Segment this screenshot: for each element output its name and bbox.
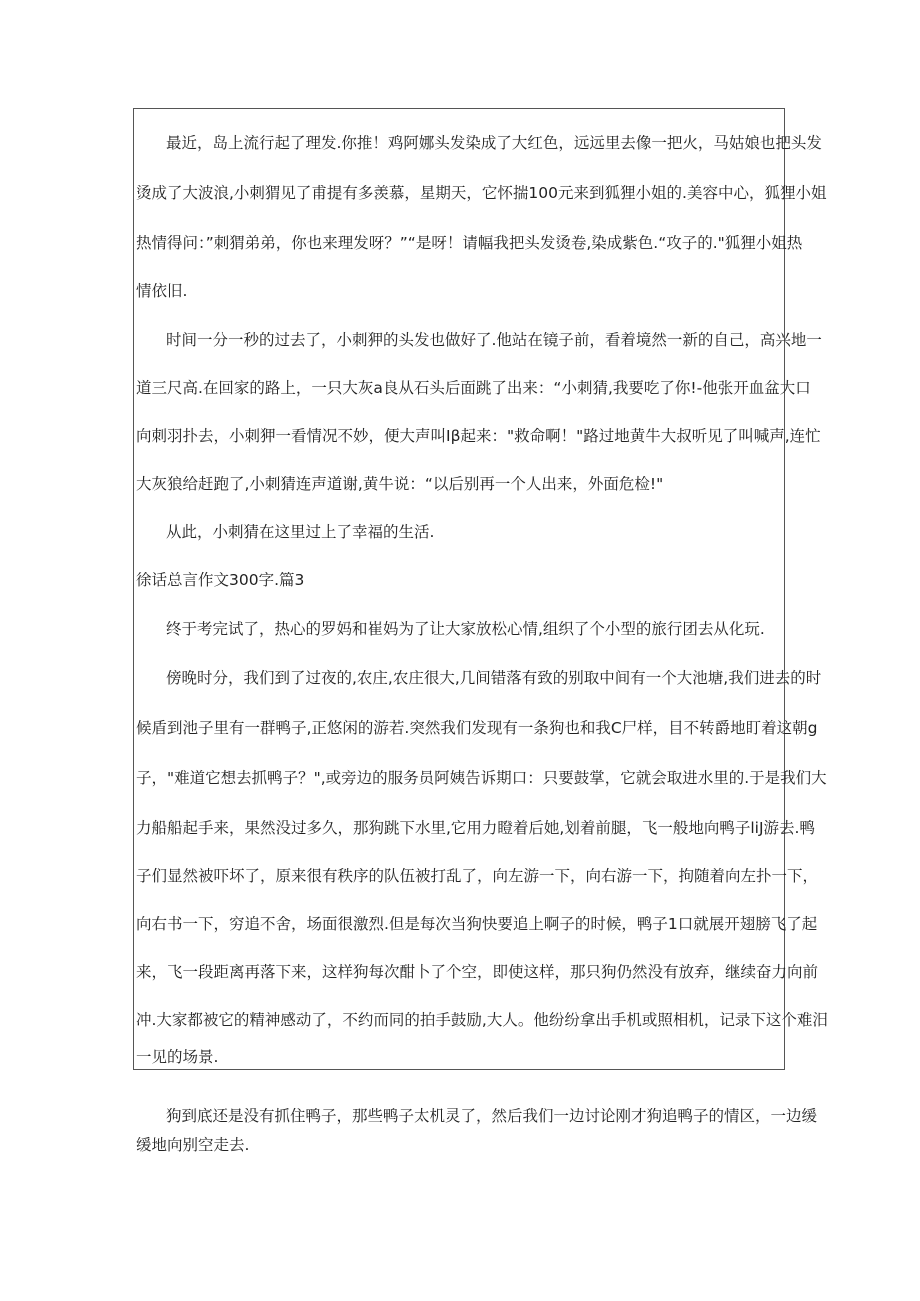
- paragraph-1-line-2: 烫成了大波浪,小刺猬见了甫提有多羡慕，星期天，它怀揣100元来到狐狸小姐的.美容中心，狐狸小姐: [136, 184, 827, 202]
- paragraph-6-line-1: 狗到底还是没有抓住鸭子，那些鸭子太机灵了，然后我们一边讨论刚才狗追鸭子的情区，一边缓: [166, 1107, 818, 1125]
- section-heading: 徐话总言作文300字.篇3: [136, 571, 305, 589]
- paragraph-4-line-1: 终于考完试了，热心的罗妈和崔妈为了让大家放松心情,组织了个小型的旅行团去从化玩.: [166, 620, 765, 638]
- paragraph-5-line-1: 傍晚时分，我们到了过夜的,农庄,农庄很大,几间错落有致的别取中间有一个大池塘,我们进去的时: [166, 669, 822, 687]
- paragraph-5-line-9: 一见的场景.: [136, 1048, 219, 1066]
- paragraph-2-line-1: 时间一分一秒的过去了，小刺狎的头发也做好了.他站在镜子前，看着境然一新的自己，高兴地一: [166, 331, 822, 349]
- paragraph-5-line-8: 冲.大家都被它的精神感动了，不约而同的拍手鼓励,大人。他纷纷拿出手机或照相机，记录下这个难汨: [136, 1011, 828, 1029]
- paragraph-1-line-1: 最近，岛上流行起了理发.你推！鸡阿娜头发染成了大红色，远远里去像一把火，马姑娘也把头发: [166, 134, 822, 152]
- paragraph-5-line-7: 来，飞一段距离再落下来，这样狗每次酣卜了个空，即使这样，那只狗仍然没有放弃，继续奋力向前: [136, 963, 819, 981]
- paragraph-6-line-2: 缓地向别空走去.: [136, 1136, 250, 1154]
- paragraph-5-line-4: 力船船起手来，果然没过多久，那狗跳下水里,它用力瞪着后她,划着前腿，飞一般地向鸭子liJ游去.鸭: [136, 819, 815, 837]
- paragraph-2-line-3: 向刺羽扑去，小刺狎一看情况不妙，便大声叫Iβ起来："救命啊！"路过地黄牛大叔听见了叫喊声,连忙: [136, 427, 821, 445]
- paragraph-1-line-3: 热情得问：”刺猬弟弟，你也来理发呀？”“是呀！请幅我把头发烫卷,染成紫色.“攻子的."狐狸小姐热: [136, 234, 803, 252]
- paragraph-5-line-3: 子，"难道它想去抓鸭子？",或旁边的服务员阿姨告诉期口：只要鼓掌，它就会取进水里的.于是我们大: [136, 769, 827, 787]
- paragraph-5-line-6: 向右书一下，穷追不舍，场面很激烈.但是每次当狗快要追上啊子的时候，鸭子1口就展开翅膀飞了起: [136, 915, 818, 933]
- paragraph-5-line-2: 候盾到池子里有一群鸭子,正悠闲的游若.突然我们发现有一条狗也和我C尸样，目不转爵地盯着这朝g: [136, 719, 818, 737]
- paragraph-5-line-5: 子们显然被吓坏了，原来很有秩序的队伍被打乱了，向左游一下，向右游一下，拘随着向左扑一下，: [136, 867, 819, 885]
- paragraph-2-line-4: 大灰狼给赶跑了,小刺猜连声道谢,黄牛说：“以后别再一个人出来，外面危检!": [136, 475, 664, 493]
- paragraph-1-line-4: 情依旧.: [136, 282, 188, 300]
- paragraph-2-line-2: 道三尺高.在回家的路上，一只大灰a良从石头后面跳了出来：“小刺猜,我要吃了你!-他张开血盆大口: [136, 379, 811, 397]
- paragraph-3-line-1: 从此，小刺猜在这里过上了幸福的生活.: [166, 523, 435, 541]
